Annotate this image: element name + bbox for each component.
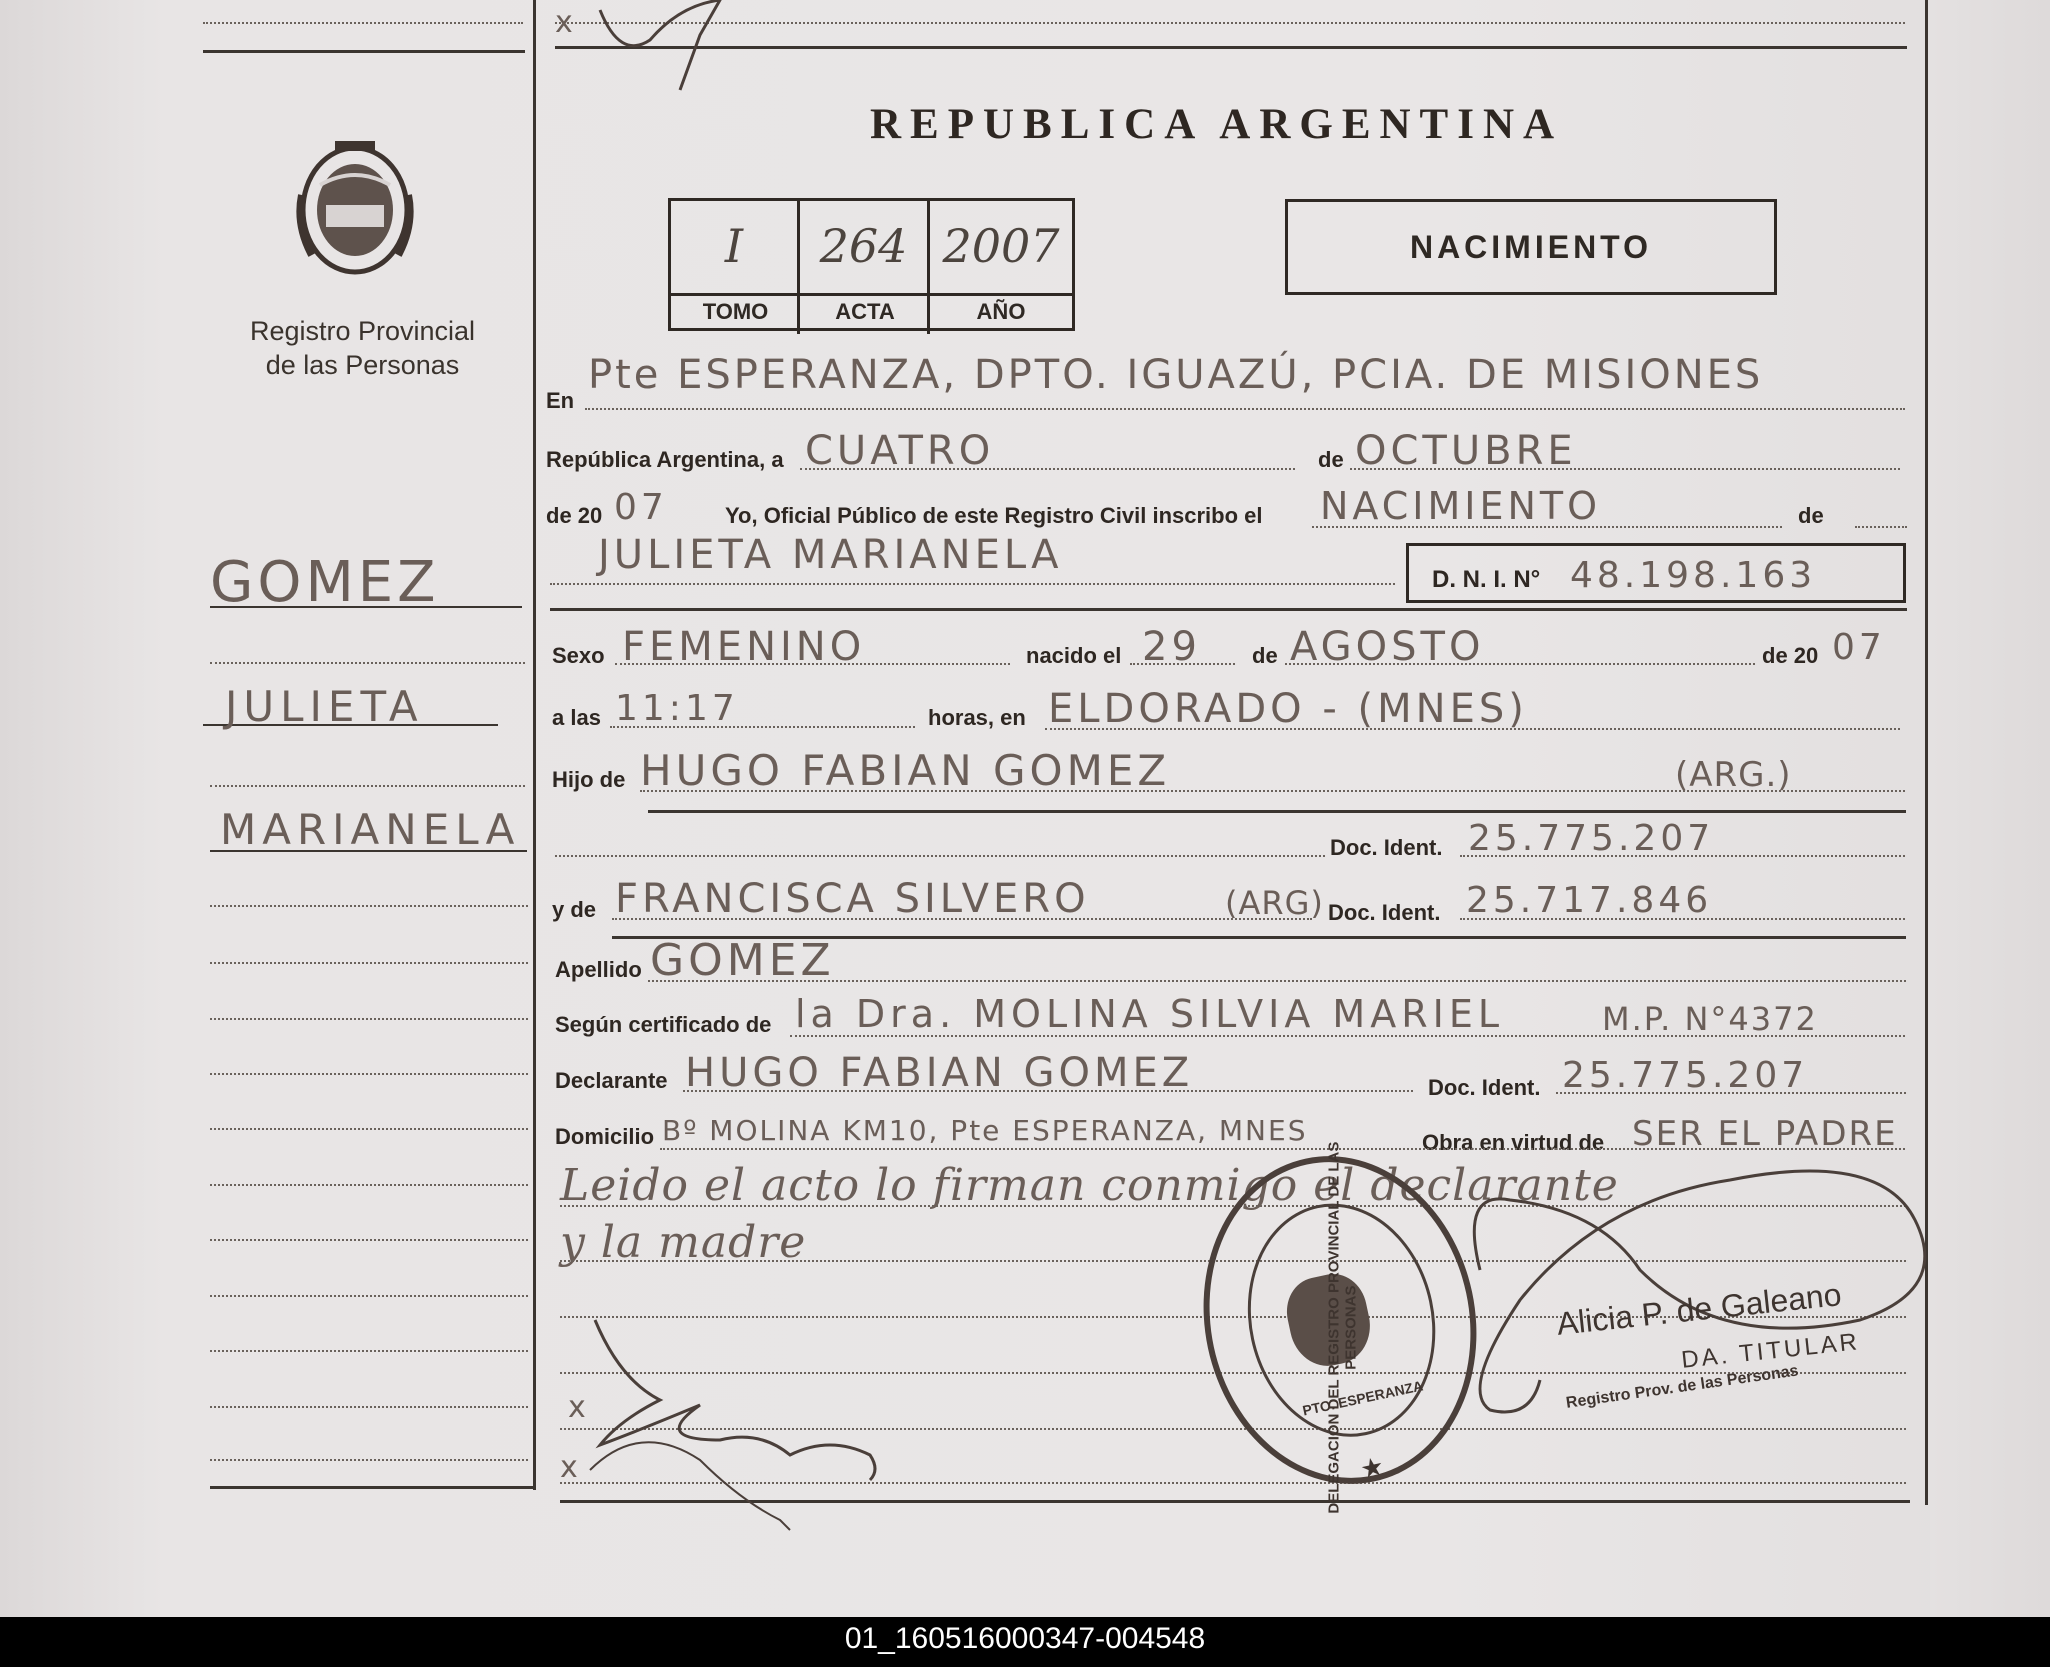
margin-nombre-2: MARIANELA [220, 805, 521, 854]
certificado-mp: M.P. N°4372 [1602, 1000, 1818, 1038]
madre-label: y de [552, 897, 597, 922]
padre-label: Hijo de [552, 767, 626, 792]
sexo-value: FEMENINO [622, 624, 866, 670]
padre-doc-label: Doc. Ident. [1330, 835, 1443, 860]
tomo-label: TOMO [702, 299, 769, 324]
birth-place-value: ELDORADO - (MNES) [1048, 686, 1528, 732]
official-name: Alicia P. de Galeano [1555, 1276, 1844, 1342]
certificado-label: Según certificado de [555, 1012, 772, 1037]
dni-label: D. N. I. N° [1432, 566, 1541, 593]
act-type-box: NACIMIENTO [1285, 199, 1777, 295]
dni-value: 48.198.163 [1570, 555, 1817, 596]
tomo-value: I [724, 219, 744, 273]
padre-value: HUGO FABIAN GOMEZ [640, 746, 1171, 795]
madre-doc-label: Doc. Ident. [1328, 900, 1441, 925]
declarante-doc-value: 25.775.207 [1562, 1055, 1809, 1096]
apellido-label: Apellido [555, 957, 642, 982]
hora-value: 11:17 [615, 688, 739, 729]
republica-label: República Argentina, a [546, 447, 784, 472]
birth-year-value: 07 [1832, 627, 1886, 668]
republica-de-label: de [1318, 447, 1344, 472]
margin-nombre-1: JULIETA [225, 682, 424, 731]
madre-value: FRANCISCA SILVERO [615, 876, 1090, 922]
inscribe-label: Yo, Oficial Público de este Registro Civil inscribo el [725, 503, 1263, 528]
registry-label-line2: de las Personas [265, 350, 460, 380]
anio-label: AÑO [976, 299, 1026, 324]
nacido-label: nacido el [1026, 643, 1122, 668]
margin-apellido: GOMEZ [210, 550, 440, 615]
certificado-value: la Dra. MOLINA SILVIA MARIEL [795, 992, 1504, 1036]
obra-value: SER EL PADRE [1632, 1114, 1898, 1154]
registry-label-line1: Registro Provincial [249, 316, 476, 346]
acta-value: 264 [819, 219, 908, 273]
madre-nationality: (ARG) [1225, 884, 1324, 922]
note-line-1: Leido el acto lo firman conmigo el declarante [560, 1160, 1619, 1211]
birth-month-value: AGOSTO [1290, 624, 1485, 670]
signature-declarant [595, 1320, 875, 1480]
signature-top [600, 0, 720, 90]
en-label: En [546, 388, 575, 413]
child-name-value: JULIETA MARIANELA [598, 532, 1063, 578]
republica-day-value: CUATRO [805, 428, 995, 474]
anio-value-row: 07 [614, 487, 668, 528]
birth-day-value: 29 [1142, 624, 1201, 670]
signature-mark-1: x [568, 1390, 590, 1425]
inscribe-value: NACIMIENTO [1320, 484, 1602, 528]
stamp-star-icon: ★ [1357, 1450, 1387, 1485]
birth-year-label: de 20 [1762, 643, 1819, 668]
padre-nationality: (ARG.) [1675, 755, 1792, 795]
official-role: DA. TITULAR [1680, 1328, 1862, 1374]
padre-doc-value: 25.775.207 [1468, 818, 1715, 859]
acta-label: ACTA [835, 299, 895, 324]
stamp-place-text: PTO. ESPERANZA [1301, 1377, 1425, 1419]
horas-label: horas, en [928, 705, 1026, 730]
declarante-doc-label: Doc. Ident. [1428, 1075, 1541, 1100]
sexo-label: Sexo [552, 643, 605, 668]
anio-label-row: de 20 [546, 503, 603, 528]
apellido-value: GOMEZ [650, 935, 835, 986]
domicilio-label: Domicilio [555, 1124, 655, 1149]
en-value: Pte ESPERANZA, DPTO. IGUAZÚ, PCIA. DE MISIONES [588, 352, 1764, 398]
page-title: REPUBLICA ARGENTINA [870, 101, 1564, 148]
signature-mark-2: x [560, 1450, 582, 1485]
hora-label: a las [552, 705, 601, 730]
obra-label: Obra en virtud de [1422, 1130, 1605, 1155]
inscribe-de-label: de [1798, 503, 1824, 528]
signature-mother [590, 1442, 790, 1530]
madre-doc-value: 25.717.846 [1466, 880, 1713, 921]
declarante-label: Declarante [555, 1068, 668, 1093]
official-org: Registro Prov. de las Personas [1565, 1362, 1800, 1412]
domicilio-value: Bº MOLINA KM10, Pte ESPERANZA, MNES [662, 1114, 1308, 1147]
stamp-ring-text: DELEGACION DEL REGISTRO PROVINCIAL DE LAS PERSONAS [1325, 1141, 1360, 1514]
signature-mark-top: x [555, 5, 577, 40]
birth-de-label: de [1252, 643, 1278, 668]
anio-value: 2007 [942, 219, 1060, 273]
republica-month-value: OCTUBRE [1355, 428, 1577, 474]
declarante-value: HUGO FABIAN GOMEZ [685, 1050, 1194, 1096]
note-line-2: y la madre [560, 1217, 807, 1268]
image-caption: 01_160516000347-004548 [844, 1622, 1206, 1655]
